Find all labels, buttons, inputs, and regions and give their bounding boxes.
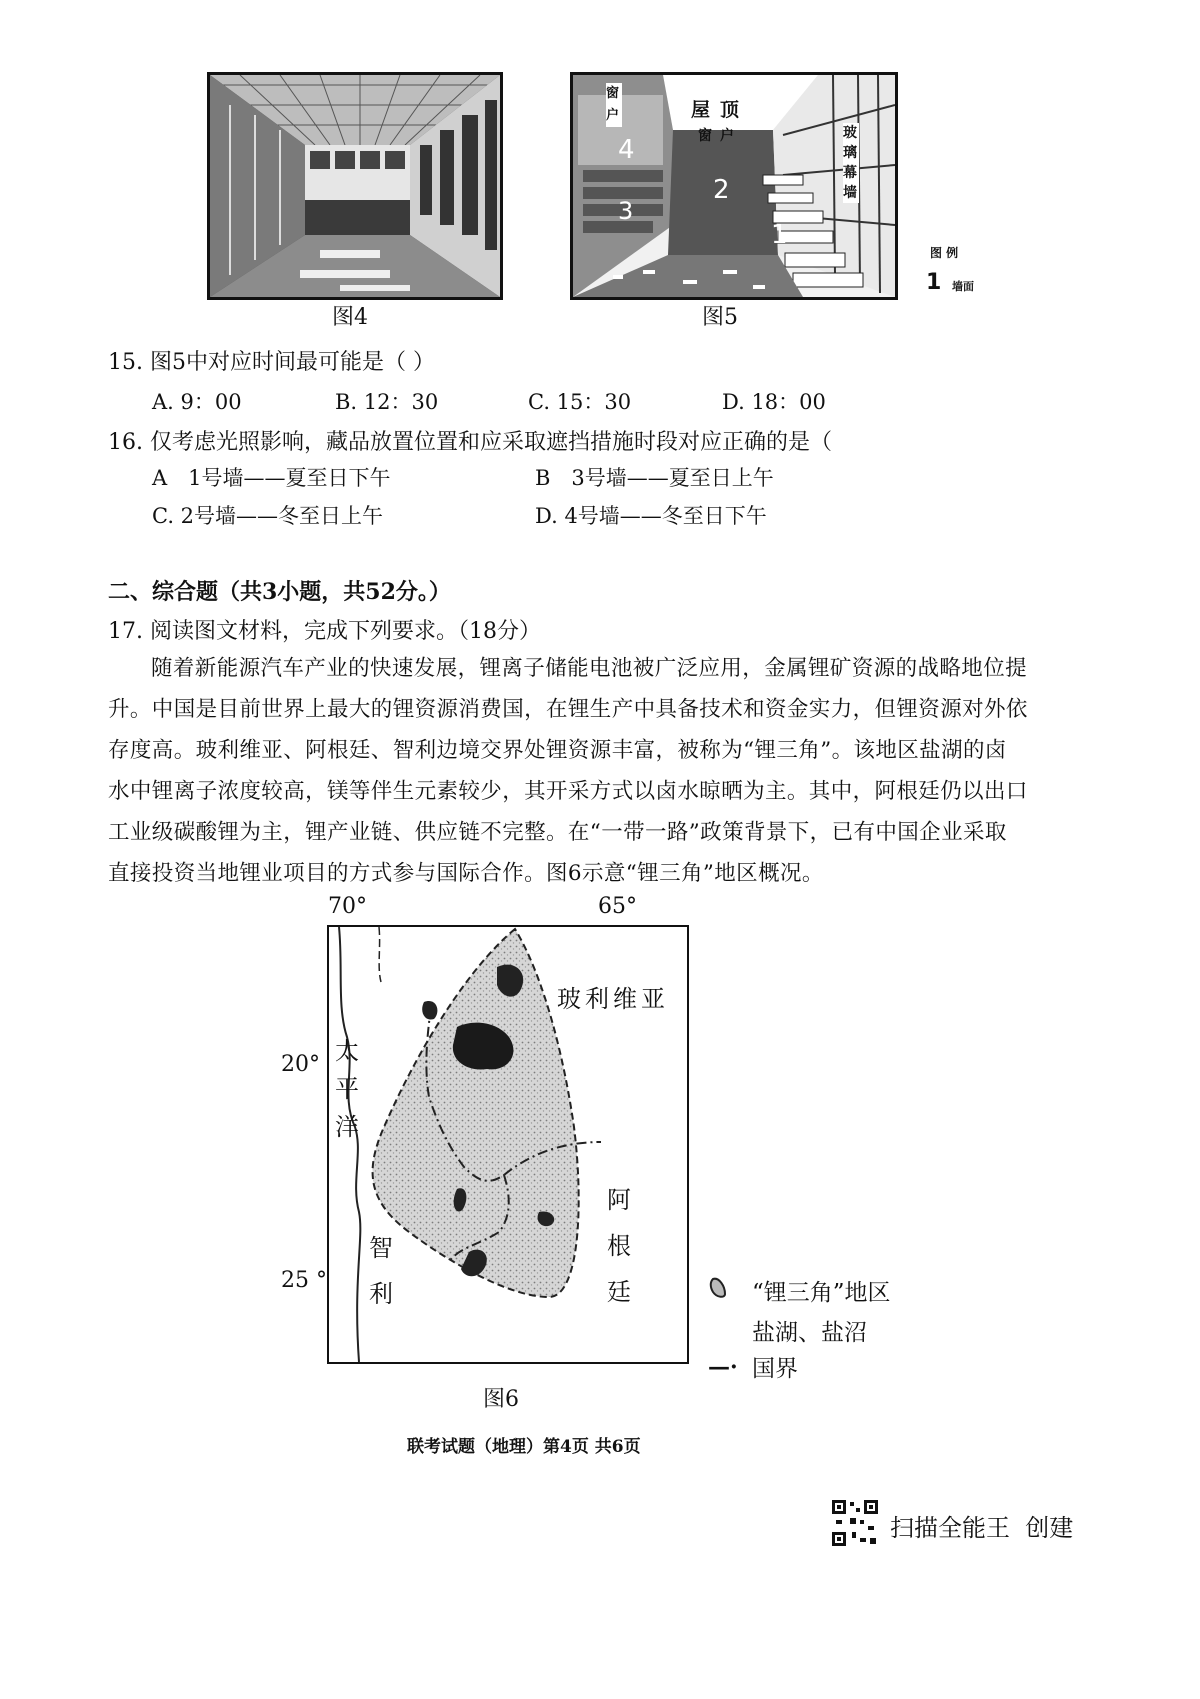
legend-lithium-triangle-icon [707, 1276, 731, 1300]
fig5-label-window-side: 窗户 [606, 83, 622, 127]
q16-option-d: D. 4号墙——冬至日下午 [535, 504, 767, 528]
question-15-stem: 15. 图5中对应时间最可能是（ ） [108, 350, 435, 375]
question-16-stem: 16. 仅考虑光照影响，藏品放置位置和应采取遮挡措施时段对应正确的是（ [108, 430, 832, 455]
fig5-legend-text: 墙面 [952, 280, 974, 293]
qr-code-icon [830, 1498, 880, 1548]
q16-option-c: C. 2号墙——冬至日上午 [152, 504, 384, 528]
passage-line: 存度高。玻利维亚、阿根廷、智利边境交界处锂资源丰富，被称为“锂三角”。该地区盐湖的卤 [108, 738, 1007, 763]
figure-5-photo [570, 72, 898, 300]
watermark-text: 扫描全能王 创建 [890, 1514, 1074, 1542]
page-footer: 联考试题（地理）第4页 共6页 [407, 1437, 641, 1457]
passage-line: 升。中国是目前世界上最大的锂资源消费国，在锂生产中具备技术和资金实力，但锂资源对外依 [108, 697, 1028, 722]
q16-option-a: A 1号墙——夏至日下午 [152, 466, 391, 490]
fig5-label-roof: 屋顶 [691, 99, 750, 121]
figure-6-caption: 图6 [483, 1387, 519, 1412]
q15-option-d: D. 18：00 [722, 390, 826, 414]
legend-lithium-triangle-label: “锂三角”地区 [752, 1280, 891, 1306]
fig5-legend-title: 图 例 [930, 246, 959, 260]
q16-option-b: B 3号墙——夏至日上午 [535, 466, 774, 490]
fig5-label-glass-wall: 玻璃幕墙 [843, 125, 857, 201]
fig5-label-wall-2: 2 [713, 175, 730, 205]
passage-line: 水中锂离子浓度较高，镁等伴生元素较少，其开采方式以卤水晾晒为主。其中，阿根廷仍以出口 [108, 779, 1028, 804]
fig5-label-wall-4: 4 [618, 135, 635, 165]
map-label-pacific: 太平洋 [335, 1037, 359, 1141]
fig5-label-window-top: 窗户 [698, 128, 742, 144]
q17-passage [108, 648, 1028, 894]
fig5-label-wall-1: 1 [771, 220, 788, 250]
lithium-triangle-region [373, 929, 579, 1297]
map-label-bolivia: 玻利维亚 [557, 985, 669, 1013]
passage-line: 直接投资当地锂业项目的方式参与国际合作。图6示意“锂三角”地区概况。 [108, 861, 824, 886]
legend-border-label: 国界 [752, 1356, 798, 1382]
fig5-legend-number: 1 [926, 270, 942, 295]
section-2-heading: 二、综合题（共3小题，共52分。） [108, 579, 451, 605]
map-lat-label-20: 20° [281, 1052, 320, 1077]
figure-4-caption: 图4 [332, 305, 368, 330]
legend-salt-lake-label: 盐湖、盐沼 [752, 1320, 867, 1346]
map-lon-label-65: 65° [598, 894, 637, 919]
map-lat-label-25: 25 ° [281, 1268, 327, 1293]
question-17-stem: 17. 阅读图文材料，完成下列要求。（18分） [108, 619, 541, 644]
passage-line: 工业级碳酸锂为主，锂产业链、供应链不完整。在“一带一路”政策背景下，已有中国企业采取 [108, 820, 1007, 845]
map-label-chile: 智利 [369, 1234, 393, 1308]
legend-border-icon: —· [708, 1354, 738, 1380]
fig5-label-wall-3: 3 [618, 197, 634, 225]
q15-option-b: B. 12：30 [335, 390, 439, 414]
q15-option-c: C. 15：30 [528, 390, 632, 414]
border-north [379, 927, 381, 982]
map-lon-label-70: 70° [328, 894, 367, 919]
q15-option-a: A. 9：00 [152, 390, 242, 414]
passage-line: 随着新能源汽车产业的快速发展，锂离子储能电池被广泛应用，金属锂矿资源的战略地位提 [151, 656, 1028, 681]
map-label-argentina: 阿根廷 [607, 1186, 631, 1306]
figure-5-caption: 图5 [702, 305, 738, 330]
lithium-triangle-map [327, 925, 689, 1364]
figure-4-drawing [210, 75, 500, 297]
figure-4-photo [207, 72, 503, 300]
